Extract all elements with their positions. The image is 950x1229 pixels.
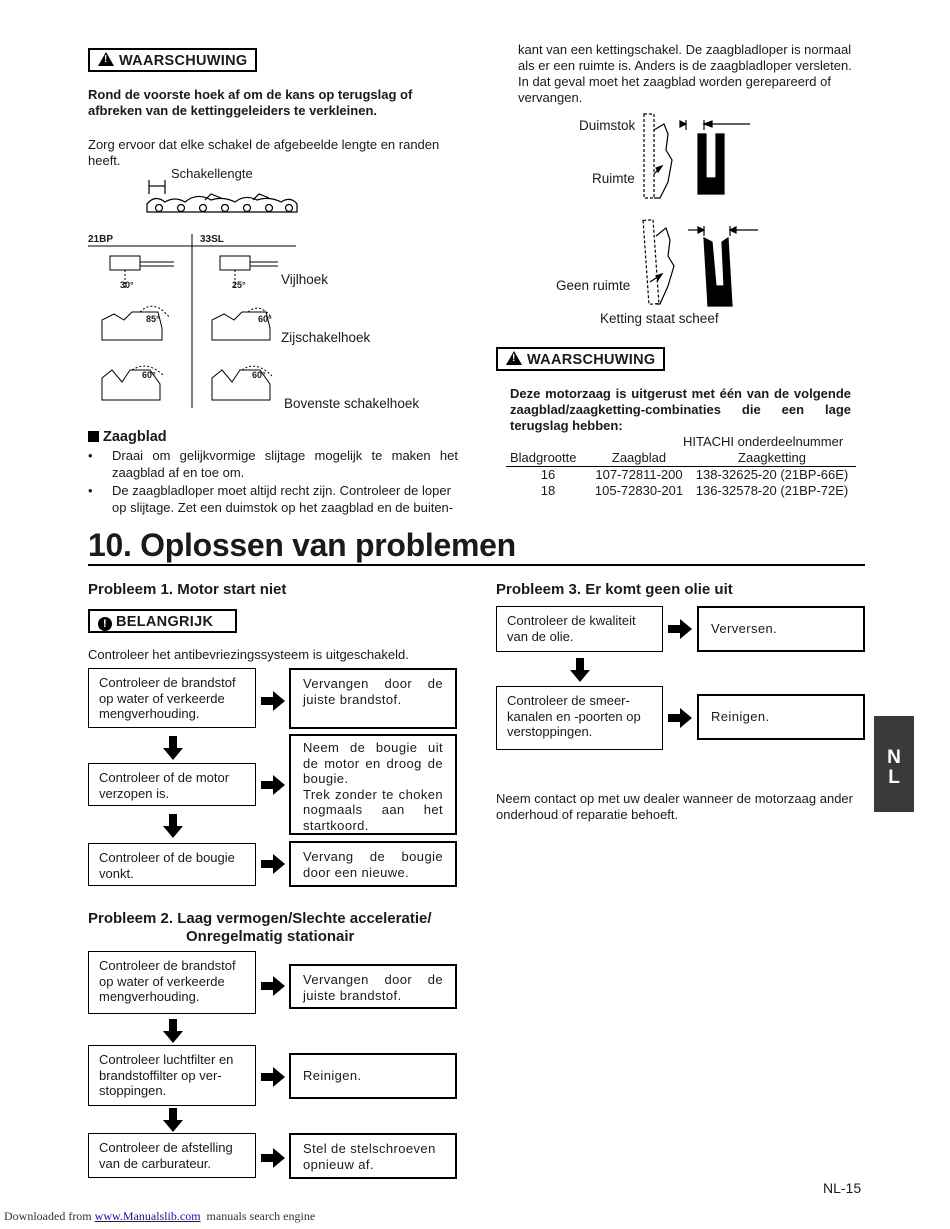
tab-letter: N xyxy=(887,747,901,768)
warning-text-line: Deze motorzaag is uitgerust met één van de volgende xyxy=(510,386,851,401)
bullet-line: De zaagbladloper moet altijd recht zijn. Controleer de loper xyxy=(112,483,451,498)
bullet-line: Draai om gelijkvormige slijtage mogelijk te maken het xyxy=(112,448,458,463)
arrow-down-icon xyxy=(570,658,590,682)
table-cell: 18 xyxy=(540,483,556,498)
action-box xyxy=(289,668,457,729)
footer-suffix: manuals search engine xyxy=(200,1209,316,1223)
page-number: NL-15 xyxy=(823,1180,862,1196)
warning-text xyxy=(510,386,851,434)
table-row xyxy=(506,483,856,499)
language-tab xyxy=(874,716,914,812)
dealer-note xyxy=(496,791,853,823)
action-box xyxy=(289,1133,457,1179)
box-line: stoppingen. xyxy=(99,1083,167,1098)
warning-badge xyxy=(88,48,257,72)
box-line: op water of verkeerde xyxy=(99,973,225,989)
action-box xyxy=(289,1053,457,1099)
check-box xyxy=(88,951,256,1014)
vijlhoek-label: Vijlhoek xyxy=(281,272,329,287)
bullet-line: zaagblad af en toe om. xyxy=(112,465,245,480)
ruimte-label: Ruimte xyxy=(592,171,635,186)
list-item: • De zaagbladloper moet altijd recht zijn. Controleer de loper op slijtage. Zet een duimstok op het zaagblad en de buiten- xyxy=(88,482,458,516)
duimstok-label: Duimstok xyxy=(579,118,636,133)
box-line: opnieuw af. xyxy=(303,1156,374,1172)
chain-instruction xyxy=(88,137,460,169)
arrow-down-icon xyxy=(163,1108,183,1132)
box-line: bougie. xyxy=(303,771,349,786)
box-line: Controleer of de motor xyxy=(99,770,230,785)
manualslib-link[interactable]: www.Manualslib.com xyxy=(94,1209,201,1223)
box-line: verstoppingen. xyxy=(507,724,593,739)
box-line: Vervang de bougie xyxy=(303,849,443,864)
check-box xyxy=(88,843,256,886)
ketting-scheef-label: Ketting staat scheef xyxy=(600,311,719,326)
warning-label: WAARSCHUWING xyxy=(119,53,248,69)
box-line: Reinigen. xyxy=(303,1068,362,1083)
schakellengte-label: Schakellengte xyxy=(171,166,253,181)
warning-text-line: terugslag hebben: xyxy=(510,418,623,433)
box-line: Verversen. xyxy=(711,621,778,636)
text-line: In dat geval moet het zaagblad worden gerepareerd of xyxy=(518,74,831,89)
action-box xyxy=(289,841,457,887)
arrow-down-icon xyxy=(163,736,183,760)
box-line: Controleer de smeer- xyxy=(507,693,630,708)
box-line: Stel de stelschroeven xyxy=(303,1141,436,1156)
exclamation-circle-icon: ! xyxy=(98,617,112,631)
problem-1-note: Controleer het antibevriezingssysteem is uitgeschakeld. xyxy=(88,647,409,662)
text-line: als er een ruimte is. Anders is de zaagbladloper versleten. xyxy=(518,58,852,73)
action-box xyxy=(697,694,865,740)
chain-illustration xyxy=(145,176,300,218)
box-line: startkoord. xyxy=(303,817,369,833)
angle-60-label: 60° xyxy=(258,314,272,324)
table-cell: 136-32578-20 (21BP-72E) xyxy=(695,483,849,498)
table-header: Zaagblad xyxy=(590,450,688,467)
angle-30-label: 30° xyxy=(120,280,134,290)
box-line: vonkt. xyxy=(99,865,134,881)
box-line: verzopen is. xyxy=(99,785,170,801)
tab-letter: L xyxy=(888,767,900,788)
table-header: Bladgrootte xyxy=(506,450,590,467)
box-line: op water of verkeerde xyxy=(99,690,225,706)
warning-badge xyxy=(496,347,665,371)
important-label: BELANGRIJK xyxy=(116,614,214,630)
arrow-right-icon xyxy=(261,976,285,996)
instruction-line: heeft. xyxy=(88,153,121,168)
arrow-right-icon xyxy=(261,854,285,874)
action-box xyxy=(289,964,457,1009)
check-box xyxy=(88,1045,256,1106)
arrow-right-icon xyxy=(261,775,285,795)
problem-2-title-line-2: Onregelmatig stationair xyxy=(186,928,355,945)
table-cell: 16 xyxy=(540,467,556,482)
instruction-line: Zorg ervoor dat elke schakel de afgebeelde lengte en randen xyxy=(88,137,440,152)
box-line: Reinigen. xyxy=(711,709,770,724)
footer-prefix: Downloaded from xyxy=(4,1209,95,1223)
box-line: brandstoffilter op ver- xyxy=(99,1067,222,1083)
box-line: juiste brandstof. xyxy=(303,691,402,707)
problem-3-title: Probleem 3. Er komt geen olie uit xyxy=(496,581,733,598)
box-line: Controleer de brandstof xyxy=(99,958,236,973)
arrow-right-icon xyxy=(668,619,692,639)
box-line: Controleer de brandstof xyxy=(99,675,236,690)
box-line: Controleer luchtfilter en xyxy=(99,1052,234,1067)
box-line: mengverhouding. xyxy=(99,706,200,721)
section-divider xyxy=(88,564,865,566)
box-line: nogmaals aan het xyxy=(303,802,443,817)
note-line: onderhoud of reparatie behoeft. xyxy=(496,807,679,822)
warning-text-line: afbreken van de kettinggeleiders te verkleinen. xyxy=(88,103,378,118)
bullet-line: op slijtage. Zet een duimstok op het zaagblad en de buiten- xyxy=(112,500,454,515)
arrow-right-icon xyxy=(261,1067,285,1087)
action-box xyxy=(697,606,865,652)
table-cell: 138-32625-20 (21BP-66E) xyxy=(695,467,849,482)
col-33sl-label: 33SL xyxy=(200,234,224,245)
table-cell: 107-72811-200 xyxy=(595,467,683,482)
table-header-row xyxy=(506,450,856,467)
check-box xyxy=(496,686,663,750)
box-line: Trek zonder te choken xyxy=(303,786,443,802)
box-line: door een nieuwe. xyxy=(303,864,410,880)
parts-table xyxy=(506,450,856,499)
arrow-down-icon xyxy=(163,814,183,838)
arrow-right-icon xyxy=(261,1148,285,1168)
angle-60-label: 60° xyxy=(142,370,156,380)
note-line: Neem contact op met uw dealer wanneer de motorzaag ander xyxy=(496,791,853,806)
box-line: Vervangen door de xyxy=(303,972,443,987)
box-line: Neem de bougie uit xyxy=(303,740,443,755)
table-header: Zaagketting xyxy=(688,450,856,467)
check-box xyxy=(88,1133,256,1178)
box-line: kanalen en -poorten op xyxy=(507,708,641,724)
section-title: 10. Oplossen van problemen xyxy=(88,527,516,563)
bar-wear-illustration xyxy=(628,110,768,310)
warning-triangle-icon: ! xyxy=(98,52,114,66)
box-line: van de carburateur. xyxy=(99,1155,212,1171)
zaagblad-heading-text: Zaagblad xyxy=(103,429,167,445)
arrow-right-icon xyxy=(668,708,692,728)
warning-label: WAARSCHUWING xyxy=(527,352,656,368)
box-line: Controleer de afstelling xyxy=(99,1140,233,1155)
text-line: vervangen. xyxy=(518,90,583,105)
arrow-down-icon xyxy=(163,1019,183,1043)
table-group-header: HITACHI onderdeelnummer xyxy=(683,434,844,449)
box-line: Vervangen door de xyxy=(303,676,443,691)
box-line: Controleer of de bougie xyxy=(99,850,235,865)
geen-ruimte-label: Geen ruimte xyxy=(556,278,631,293)
warning-text-line: zaagblad/zaagketting-combinaties die een lage xyxy=(510,402,851,417)
square-bullet-icon xyxy=(88,431,99,442)
box-line: mengverhouding. xyxy=(99,989,200,1004)
table-cell: 105-72830-201 xyxy=(594,483,684,498)
continuation-text xyxy=(518,42,868,106)
check-box xyxy=(88,763,256,806)
important-badge xyxy=(88,609,237,633)
angle-25-label: 25° xyxy=(232,280,246,290)
box-line: van de olie. xyxy=(507,628,574,644)
text-line: kant van een kettingschakel. De zaagbladloper is normaal xyxy=(518,42,852,57)
check-box xyxy=(88,668,256,728)
box-line: de motor en droog de xyxy=(303,755,443,771)
warning-text xyxy=(88,87,412,119)
warning-text-line: Rond de voorste hoek af om de kans op terugslag of xyxy=(88,87,413,102)
problem-2-title: Probleem 2. Laag vermogen/Slechte acceleratie/ xyxy=(88,910,432,927)
angle-85-label: 85° xyxy=(146,314,160,324)
problem-1-title: Probleem 1. Motor start niet xyxy=(88,581,287,598)
arrow-right-icon xyxy=(261,691,285,711)
angle-60-label: 60° xyxy=(252,370,266,380)
warning-triangle-icon: ! xyxy=(506,351,522,365)
box-line: Controleer de kwaliteit xyxy=(507,613,636,628)
table-row xyxy=(506,467,856,484)
download-footer xyxy=(4,1209,315,1224)
action-box xyxy=(289,734,457,835)
col-21bp-label: 21BP xyxy=(88,234,114,245)
zaagblad-heading xyxy=(88,429,167,445)
bovenste-schakelhoek-label: Bovenste schakelhoek xyxy=(284,396,420,411)
list-item: • Draai om gelijkvormige slijtage mogelijk te maken het zaagblad af en toe om. xyxy=(88,448,458,480)
check-box xyxy=(496,606,663,652)
zijschakelhoek-label: Zijschakelhoek xyxy=(281,330,371,345)
box-line: juiste brandstof. xyxy=(303,987,402,1003)
